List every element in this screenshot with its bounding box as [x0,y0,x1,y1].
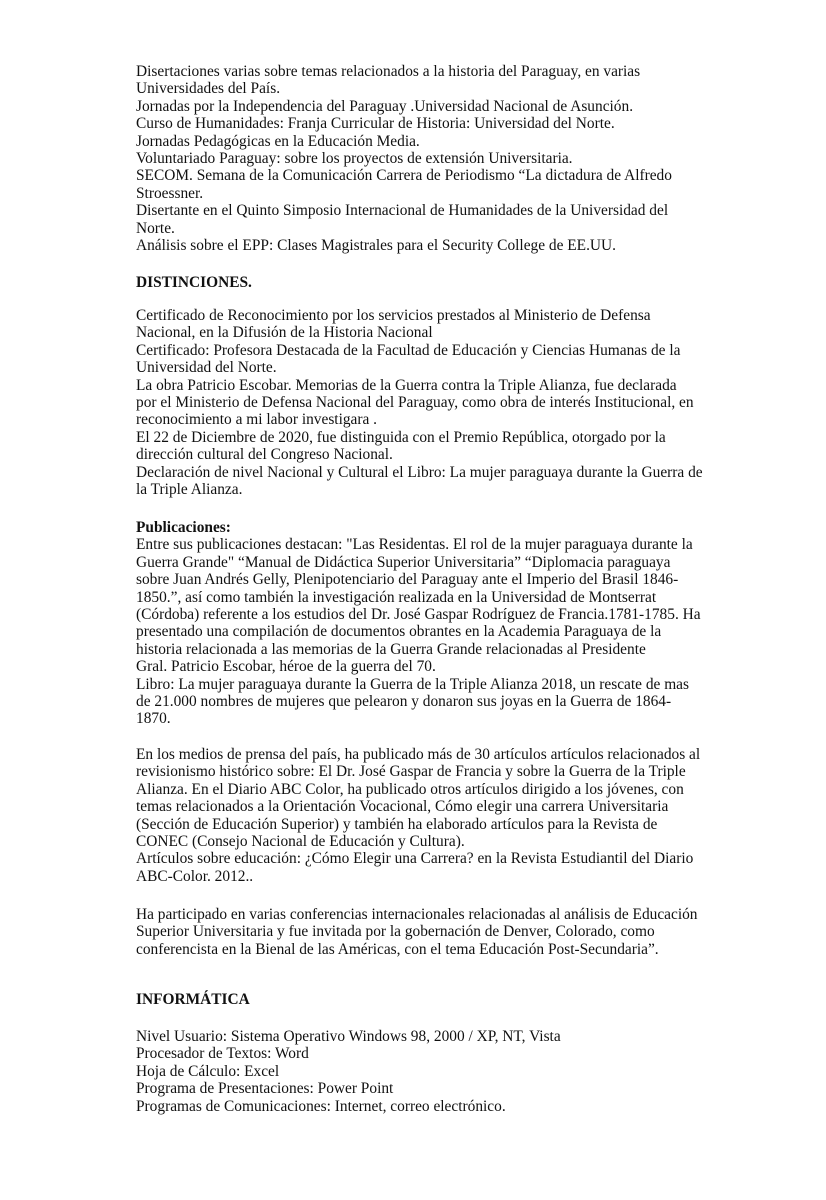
text-line: revisionismo histórico sobre: El Dr. José Gaspar de Francia y sobre la Guerra de la Triple [136,763,686,781]
text-line: CONEC (Consejo Nacional de Educación y Cultura). [136,832,465,850]
text-line: Certificado de Reconocimiento por los servicios prestados al Ministerio de Defensa [136,307,651,324]
text-line: de 21.000 nombres de mujeres que pelearon y donaron sus joyas en la Guerra de 1864- [136,692,672,710]
text-line: Guerra Grande" “Manual de Didáctica Superior Universitaria” “Diplomacia paraguaya [136,553,671,571]
text-line: Disertaciones varias sobre temas relacionados a la historia del Paraguay, en varias [136,63,641,80]
text-line: Stroessner. [136,184,204,202]
text-line: Programas de Comunicaciones: Internet, correo electrónico. [136,1097,506,1115]
text-line: Jornadas Pedagógicas en la Educación Media. [136,132,420,150]
text-line: Análisis sobre el EPP: Clases Magistrales para el Security College de EE.UU. [136,236,617,254]
text-line: presentado una compilación de documentos obrantes en la Academia Paraguaya de la [136,623,662,641]
text-line: Hoja de Cálculo: Excel [136,1062,280,1080]
prensa-section [136,746,701,885]
text-line: Ha participado en varias conferencias internacionales relacionadas al análisis de Educación [136,906,698,923]
text-line: temas relacionados a la Orientación Vocacional, Cómo elegir una carrera Universitaria [136,798,669,816]
text-line: reconocimiento a mi labor investigara . [136,411,378,429]
text-line: Curso de Humanidades: Franja Curricular de Historia: Universidad del Norte. [136,115,615,133]
section-heading-informatica: INFORMÁTICA [136,991,250,1008]
text-line: Norte. [136,219,175,237]
text-line: Alianza. En el Diario ABC Color, ha publicado otros artículos dirigido a los jóvenes, con [136,780,684,798]
informatica-section [136,1028,696,1115]
text-line: Certificado: Profesora Destacada de la Facultad de Educación y Ciencias Humanas de la [136,341,681,359]
text-line: Jornadas por la Independencia del Paraguay .Universidad Nacional de Asunción. [136,97,634,115]
text-line: la Triple Alianza. [136,480,243,498]
text-line: (Córdoba) referente a los estudios del Dr. José Gaspar Rodríguez de Francia.1781-1785. Ha [136,605,701,623]
text-line: conferencista en la Bienal de las Américas, con el tema Educación Post-Secundaria”. [136,940,659,958]
text-line: Gral. Patricio Escobar, héroe de la guerra del 70. [136,658,436,676]
text-line: ABC-Color. 2012.. [136,867,254,885]
text-line: Nivel Usuario: Sistema Operativo Windows 98, 2000 / XP, NT, Vista [136,1028,561,1045]
text-line: El 22 de Diciembre de 2020, fue distinguida con el Premio República, otorgado por la [136,428,666,446]
text-line: La obra Patricio Escobar. Memorias de la Guerra contra la Triple Alianza, fue declarada [136,376,677,394]
text-line: (Sección de Educación Superior) y también ha elaborado artículos para la Revista de [136,815,658,833]
text-line: Universidad del Norte. [136,359,277,377]
section-heading-distinciones: DISTINCIONES. [136,274,252,291]
disertaciones-section [136,63,696,254]
text-line: Entre sus publicaciones destacan: "Las Residentas. El rol de la mujer paraguaya durante la [136,536,693,554]
text-line: Libro: La mujer paraguaya durante la Guerra de la Triple Alianza 2018, un rescate de mas [136,675,690,693]
text-line: Programa de Presentaciones: Power Point [136,1080,394,1098]
text-line: En los medios de prensa del país, ha publicado más de 30 artículos artículos relacionados al [136,746,701,763]
text-line: por el Ministerio de Defensa Nacional del Paraguay, como obra de interés Institucional, en [136,393,694,411]
section-heading-publicaciones: Publicaciones: [136,519,231,536]
text-line: Artículos sobre educación: ¿Cómo Elegir una Carrera? en la Revista Estudiantil del Diario [136,850,694,868]
text-line: Universidades del País. [136,80,281,98]
text-line: Declaración de nivel Nacional y Cultural el Libro: La mujer paraguaya durante la Guerra de [136,463,703,481]
text-line: SECOM. Semana de la Comunicación Carrera de Periodismo “La dictadura de Alfredo [136,167,672,185]
text-line: Procesador de Textos: Word [136,1045,309,1063]
text-line: 1850.”, así como también la investigación realizada en la Universidad de Montserrat [136,588,657,606]
text-line: Voluntariado Paraguay: sobre los proyectos de extensión Universitaria. [136,149,573,167]
text-line: sobre Juan Andrés Gelly, Plenipotenciario del Paraguay ante el Imperio del Brasil 1846- [136,571,679,589]
text-line: 1870. [136,710,171,728]
conferencias-section [136,906,696,958]
text-line: historia relacionada a las memorias de la Guerra Grande relacionadas al Presidente [136,640,646,658]
distinciones-section [136,307,703,498]
informatica-heading-block [136,991,696,1008]
publicaciones-section [136,519,701,728]
text-line: Superior Universitaria y fue invitada por la gobernación de Denver, Colorado, como [136,923,655,941]
text-line: dirección cultural del Congreso Nacional. [136,446,393,464]
text-line: Disertante en el Quinto Simposio Internacional de Humanidades de la Universidad del [136,202,669,220]
text-line: Nacional, en la Difusión de la Historia Nacional [136,324,433,342]
distinciones-heading-block [136,274,696,291]
